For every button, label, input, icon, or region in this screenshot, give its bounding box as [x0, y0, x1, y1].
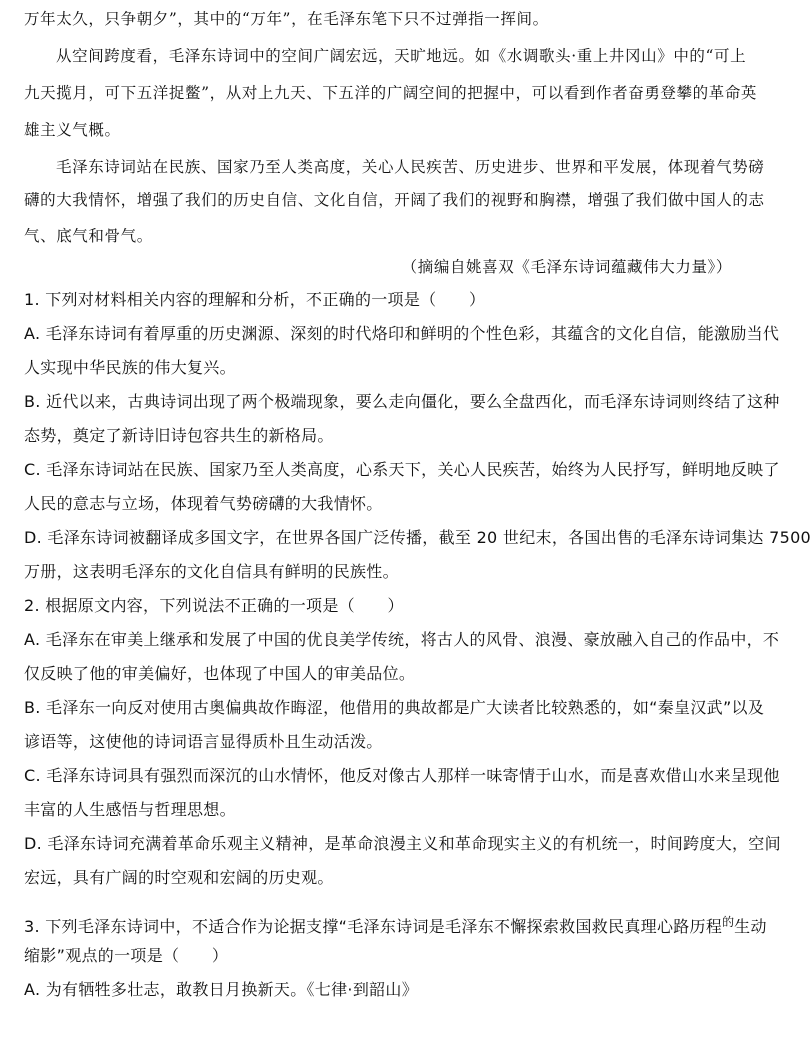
- question-2-stem: 2. 根据原文内容，下列说法不正确的一项是（ ）: [24, 596, 404, 615]
- question-3-option-a: A. 为有牺牲多壮志，敢教日月换新天。《七律·到韶山》: [24, 980, 419, 999]
- question-3-stem-cont: 缩影”观点的一项是（ ）: [24, 946, 229, 965]
- passage-line: 雄主义气概。: [24, 121, 121, 139]
- question-2-option-c: C. 毛泽东诗词具有强烈而深沉的山水情怀，他反对像古人那样一味寄情于山水，而是喜欢借山水来呈现他: [24, 766, 780, 785]
- passage-line: 九天揽月，可下五洋捉鳖”，从对上九天、下五洋的广阔空间的把握中，可以看到作者奋勇登攀的革命英: [24, 84, 758, 102]
- question-1-option-d: D. 毛泽东诗词被翻译成多国文字，在世界各国广泛传播，截至 20 世纪末，各国出售的毛泽东诗词集达 7500: [24, 528, 811, 547]
- passage-source: （摘编自姚喜双《毛泽东诗词蕴藏伟大力量》）: [401, 258, 732, 276]
- question-1-option-b: B. 近代以来，古典诗词出现了两个极端现象，要么走向僵化，要么全盘西化，而毛泽东诗词则终结了这种: [24, 392, 780, 411]
- question-1-option-d-cont: 万册，这表明毛泽东的文化自信具有鲜明的民族性。: [24, 562, 399, 581]
- question-2-option-d-cont: 宏远，具有广阔的时空观和宏阔的历史观。: [24, 868, 334, 887]
- question-3-stem-text: 3. 下列毛泽东诗词中，不适合作为论据支撑“毛泽东诗词是毛泽东不懈探索救国救民真理心路历程: [24, 917, 723, 936]
- question-1-stem: 1. 下列对材料相关内容的理解和分析，不正确的一项是（ ）: [24, 290, 486, 309]
- question-2-option-d: D. 毛泽东诗词充满着革命乐观主义精神，是革命浪漫主义和革命现实主义的有机统一，时间跨度大，空间: [24, 834, 781, 853]
- question-3-stem-tail: 生动: [734, 917, 767, 936]
- question-1-option-b-cont: 态势，奠定了新诗旧诗包容共生的新格局。: [24, 426, 334, 445]
- question-2-option-c-cont: 丰富的人生感悟与哲理思想。: [24, 800, 236, 819]
- passage-line: 气、底气和骨气。: [24, 227, 153, 245]
- question-2-option-a-cont: 仅反映了他的审美偏好，也体现了中国人的审美品位。: [24, 664, 416, 683]
- question-1-option-c-cont: 人民的意志与立场，体现着气势磅礴的大我情怀。: [24, 494, 383, 513]
- passage-line: 从空间跨度看，毛泽东诗词中的空间广阔宏远，天旷地远。如《水调歌头·重上井冈山》中的“可上: [56, 47, 747, 65]
- question-2-option-b-cont: 谚语等，这使他的诗词语言显得质朴且生动活泼。: [24, 732, 383, 751]
- question-3-stem-superscript: 的: [722, 915, 735, 929]
- question-2-option-a: A. 毛泽东在审美上继承和发展了中国的优良美学传统，将古人的风骨、浪漫、豪放融入自己的作品中，不: [24, 630, 780, 649]
- question-1-option-a-cont: 人实现中华民族的伟大复兴。: [24, 358, 236, 377]
- question-1-option-c: C. 毛泽东诗词站在民族、国家乃至人类高度，心系天下，关心人民疾苦，始终为人民抒写，鲜明地反映了: [24, 460, 780, 479]
- question-1-option-a: A. 毛泽东诗词有着厚重的历史渊源、深刻的时代烙印和鲜明的个性色彩，其蕴含的文化自信，能激励当代: [24, 324, 780, 343]
- passage-line: 毛泽东诗词站在民族、国家乃至人类高度，关心人民疾苦、历史进步、世界和平发展，体现着气势磅: [56, 158, 765, 176]
- passage-line: 礴的大我情怀，增强了我们的历史自信、文化自信，开阔了我们的视野和胸襟，增强了我们做中国人的志: [24, 191, 765, 209]
- question-2-option-b: B. 毛泽东一向反对使用古奥偏典故作晦涩，他借用的典故都是广大读者比较熟悉的，如“秦皇汉武”以及: [24, 698, 765, 717]
- passage-line: 万年太久，只争朝夕”，其中的“万年”，在毛泽东笔下只不过弹指一挥间。: [24, 10, 549, 28]
